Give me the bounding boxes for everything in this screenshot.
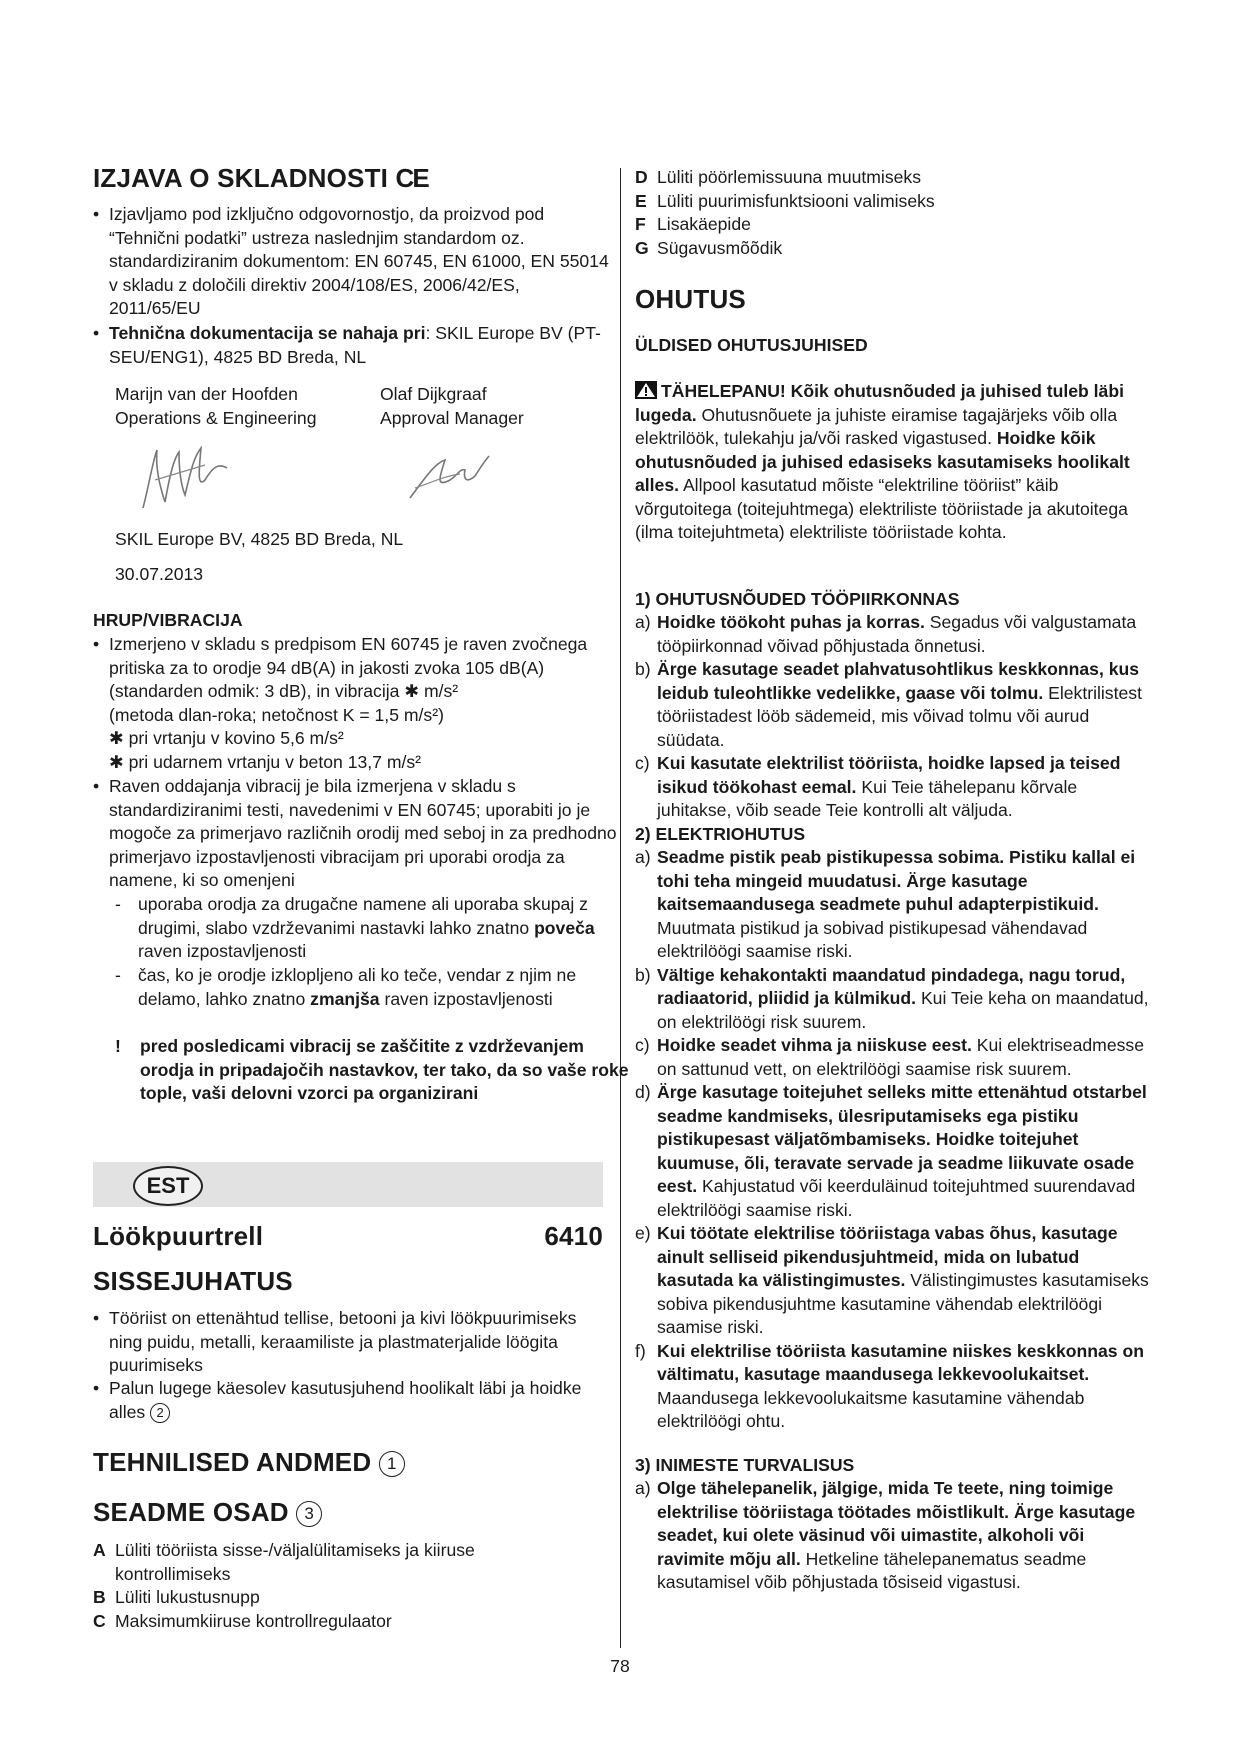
declaration-bullet: • Izjavljamo pod izključno odgovornostjo, da proizvod pod “Tehnični podatki” ustreza naslednjim standardom oz. standardiziranim dokumentom: EN 60745, EN 61000, EN 55014 v skladu z določili direktiv 2004/108/ES, 2006/42/ES, 2011/65/EU	[93, 204, 609, 318]
noise-heading: HRUP/VIBRACIJA	[93, 610, 243, 630]
section-2-list	[635, 846, 1150, 1434]
list-item: a) Seadme pistik peab pistikupessa sobima. Pistiku kallal ei tohi teha mingeid muudatusi. Ärge kasutage kaitsemaandusega seadmete puhul adapterpistikuid. Muutmata pistikud ja sobivad pistikupesad vähendavad elektrilöögi saamise riski.	[635, 847, 1136, 961]
column-divider	[620, 168, 621, 1648]
intro-bullet-1: • Tööriist on ettenähtud tellise, betooni ja kivi löökpuurimiseks ning puidu, metalli, keraamiliste ja plastmaterjalide löögita puurimiseks	[93, 1308, 577, 1375]
product-number: 6410	[544, 1221, 603, 1251]
list-item: b) Ärge kasutage seadet plahvatusohtlikus keskkonnas, kus leidub tuleohtlikke vedelikke, gaase või tolmu. Elektrilistest tööriistadest lööb sädemeid, mis võivad tolmu või aurud süüdata.	[635, 659, 1142, 750]
list-item: a) Olge tähelepanelik, jälgige, mida Te teete, ning toimige elektrilise tööriistaga töötades mõistlikult. Ärge kasutage seadet, kui olete väsinud või uimastite, alkoholi või ravimite mõju all. Hetkeline tähelepanematus seadme kasutamisel võib põhjustada tõsiseid vigastusi.	[635, 1478, 1136, 1592]
figure-ref-3: 3	[296, 1501, 322, 1527]
product-title: Löökpuurtrell 6410	[93, 1221, 603, 1251]
intro-title: SISSEJUHATUS	[93, 1266, 293, 1296]
ce-mark: CE	[395, 163, 428, 193]
list-item: c) Kui kasutate elektrilist tööriista, hoidke lapsed ja teised isikud töökohast eemal. Kui Teie tähelepanu kõrvale juhitakse, võib seade Teie kontrolli alt väljuda.	[635, 753, 1121, 820]
general-warning: TÄHELEPANU! Kõik ohutusnõuded ja juhised tuleb läbi lugeda. Ohutusnõuete ja juhiste eiramise tagajärjeks võib olla elektrilöök, tulekahju ja/või rasked vigastused. Hoidke kõik ohutusnõuded ja juhised edasiseks kasutamiseks hoolikalt alles. Allpool kasutatud mõiste “elektriline tööriist” käib võrgutoitega (toitejuhtmega) elektriliste tööriistade ja akutoitega (ilma toitejuhtmeta) elektriliste tööriistade kohta.	[635, 381, 1130, 542]
part-item: G Sügavusmõõdik	[635, 237, 783, 258]
warning-icon	[635, 381, 657, 399]
language-badge: EST	[133, 1166, 203, 1206]
part-item: E Lüliti puurimisfunktsiooni valimiseks	[635, 190, 935, 211]
list-item: e) Kui töötate elektrilise tööriistaga vabas õhus, kasutage ainult selliseid pikendusjuhtmeid, mida on lubatud kasutada ka välistingimustes. Välistingimustes kasutamiseks sobiva pikendusjuhtme kasutamine vähendab elektrilöögi saamise riski.	[635, 1223, 1149, 1337]
company-line: SKIL Europe BV, 4825 BD Breda, NL	[115, 529, 404, 549]
section-3-list	[635, 1477, 1150, 1595]
noise-bullet-2: • Raven oddajanja vibracij je bila izmerjena v skladu s standardiziranimi testi, navedenimi v EN 60745; uporabiti jo je mogoče za primerjavo različnih orodij med seboj in za predhodno primerjavo izpostavljenosti vibracijam pri uporabi orodja za namene, ki so omenjeni	[93, 776, 617, 890]
declaration-date: 30.07.2013	[115, 564, 204, 584]
vibration-warning: ! pred posledicami vibracij se zaščitite z vzdrževanjem orodja in pripadajočih nastavkov, ter tako, da so vaše roke tople, vaši delovni vzorci pa organizirani	[115, 1036, 629, 1103]
section-1-heading: 1) OHUTUSNÕUDED TÖÖPIIRKONNAS	[635, 589, 960, 609]
part-item: B Lüliti lukustusnupp	[93, 1587, 260, 1607]
section-3-heading: 3) INIMESTE TURVALISUS	[635, 1455, 855, 1475]
part-item: C Maksimumkiiruse kontrollregulaator	[93, 1610, 392, 1631]
dash-item-2: - čas, ko je orodje izklopljeno ali ko teče, vendar z njim ne delamo, lahko znatno zmanjša raven izpostavljenosti	[115, 965, 577, 1009]
section-1-list	[635, 611, 1150, 823]
noise-bullet-1: • Izmerjeno v skladu s predpisom EN 60745 je raven zvočnega pritiska za to orodje 94 dB(A) in jakosti zvoka 105 dB(A) (standarden odmik: 3 dB), in vibracija ✱ m/s² (metoda dlan-roka; netočnost K = 1,5 m/s²) ✱ pri vrtanju v kovino 5,6 m/s² ✱ pri udarnem vrtanju v beton 13,7 m/s²	[93, 634, 588, 772]
parts-list-left	[93, 1539, 563, 1633]
language-bar	[93, 1162, 603, 1207]
part-item: A Lüliti tööriista sisse-/väljalülitamiseks ja kiiruse kontrollimiseks	[93, 1540, 475, 1584]
section-2-heading: 2) ELEKTRIOHUTUS	[635, 824, 806, 844]
page-number: 78	[610, 1656, 630, 1676]
dash-item-1: - uporaba orodja za drugačne namene ali uporaba skupaj z drugimi, slabo vzdrževanimi nastavki lahko znatno poveča raven izpostavljenosti	[115, 894, 595, 961]
safety-title: OHUTUS	[635, 284, 746, 314]
part-item: F Lisakäepide	[635, 214, 751, 234]
signature-1	[135, 440, 235, 515]
intro-bullet-2: • Palun lugege käesolev kasutusjuhend hoolikalt läbi ja hoidke alles 2	[93, 1378, 582, 1422]
list-item: d) Ärge kasutage toitejuhet selleks mitte ettenähtud otstarbel seadme kandmiseks, ülesriputamiseks ega pistiku pistikupesast väljatõmbamiseks. Hoidke toitejuhet kuumuse, õli, teravate servade ja seadme liikuvate osade eest. Kahjustatud või keerduläinud toitejuhtmed suurendavad elektrilöögi saamise riski.	[635, 1082, 1147, 1220]
figure-ref-1: 1	[379, 1451, 405, 1477]
signer1: Marijn van der Hoofden Operations & Engineering	[115, 384, 317, 428]
parts-title: SEADME OSAD 3	[93, 1497, 322, 1527]
techdoc-bullet: • Tehnična dokumentacija se nahaja pri: SKIL Europe BV (PT-SEU/ENG1), 4825 BD Breda, NL	[93, 323, 601, 367]
signature-2	[405, 448, 495, 508]
list-item: f) Kui elektrilise tööriista kasutamine niiskes keskkonnas on vältimatu, kasutage maandusega lekkevoolukaitset. Maandusega lekkevoolukaitsme kasutamine vähendab elektrilöögi ohtu.	[635, 1340, 1144, 1431]
list-item: a) Hoidke töökoht puhas ja korras. Segadus või valgustamata tööpiirkonnad võivad põhjustada õnnetusi.	[635, 612, 1137, 656]
parts-list-right	[635, 166, 1150, 260]
part-item: D Lüliti pöörlemissuuna muutmiseks	[635, 167, 922, 187]
list-item: b) Vältige kehakontakti maandatud pindadega, nagu torud, radiaatorid, pliidid ja külmikud. Kui Teie keha on maandatud, on elektrilöögi risk suurem.	[635, 964, 1149, 1032]
tech-data-title: TEHNILISED ANDMED 1	[93, 1447, 405, 1477]
general-safety-heading: ÜLDISED OHUTUSJUHISED	[635, 335, 868, 355]
figure-ref-2: 2	[150, 1403, 170, 1423]
declaration-title: IZJAVA O SKLADNOSTI CE	[93, 163, 428, 193]
list-item: c) Hoidke seadet vihma ja niiskuse eest. Kui elektriseadmesse on sattunud vett, on elektrilöögi saamise risk suurem.	[635, 1035, 1144, 1079]
signer2: Olaf Dijkgraaf Approval Manager	[380, 384, 524, 428]
